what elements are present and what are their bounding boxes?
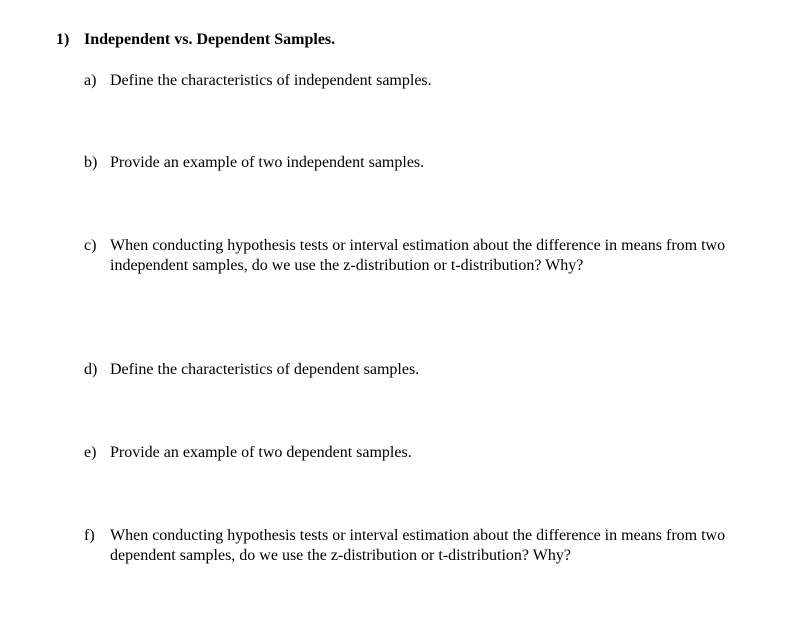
question-letter: f) bbox=[84, 527, 95, 544]
question-item-b bbox=[84, 153, 744, 173]
question-item-a bbox=[84, 71, 744, 91]
question-letter: c) bbox=[84, 237, 97, 254]
question-item-d bbox=[84, 360, 744, 380]
question-item-c bbox=[84, 236, 744, 276]
question-item-f bbox=[84, 526, 744, 566]
question-letter: d) bbox=[84, 361, 98, 378]
question-letter: e) bbox=[84, 444, 97, 461]
question-text: Provide an example of two independent samples. bbox=[110, 154, 425, 171]
question-text: Define the characteristics of independent samples. bbox=[110, 72, 432, 89]
question-text: Provide an example of two dependent samples. bbox=[110, 444, 412, 461]
section-heading bbox=[56, 30, 335, 50]
section-number: 1) bbox=[56, 31, 70, 48]
section-title: Independent vs. Dependent Samples. bbox=[84, 31, 336, 48]
question-item-e bbox=[84, 443, 744, 463]
question-text: Define the characteristics of dependent samples. bbox=[110, 361, 420, 378]
question-text: When conducting hypothesis tests or interval estimation about the difference in means from two dependent samples, do we use the z-distribution or t-distribution? Why? bbox=[110, 527, 726, 564]
question-letter: a) bbox=[84, 72, 97, 89]
question-letter: b) bbox=[84, 154, 98, 171]
question-text: When conducting hypothesis tests or interval estimation about the difference in means from two independent samples, do we use the z-distribution or t-distribution? Why? bbox=[110, 237, 726, 274]
